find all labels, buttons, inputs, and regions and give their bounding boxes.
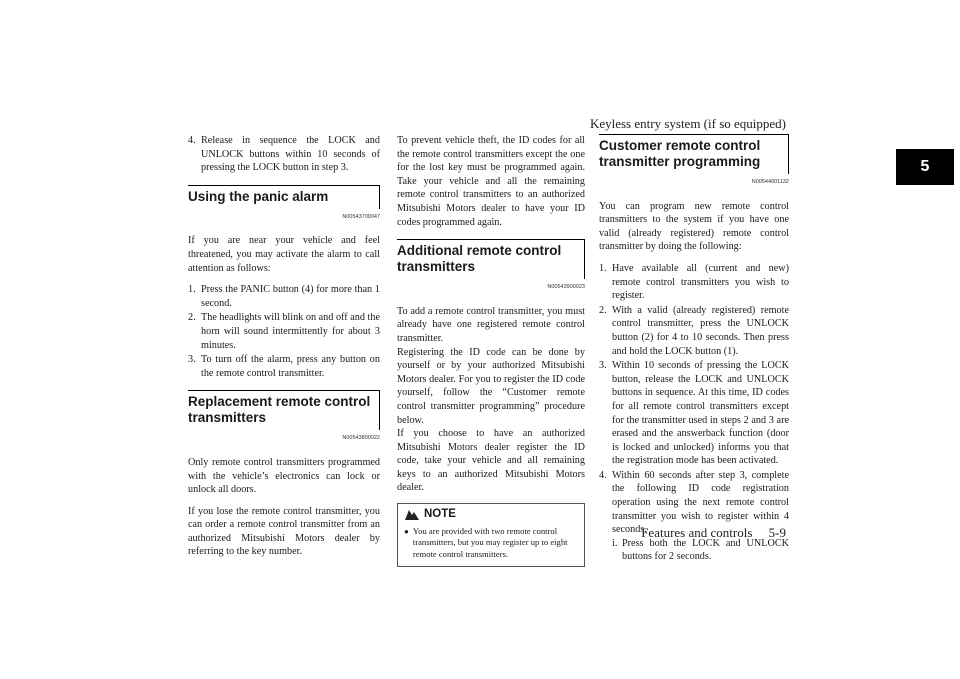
paragraph: If you are near your vehicle and feel threatened, you may activate the alarm to call attention as follows: xyxy=(188,235,380,274)
note-label: NOTE xyxy=(424,508,456,521)
paragraph: Registering the ID code can be done by yourself or by your authorized Mitsubishi Motors dealer. For you to register the ID code yourself, follow the “Customer remote control transmitter programming” procedure below. xyxy=(397,346,585,426)
note-bullet xyxy=(404,526,578,561)
list-item xyxy=(188,353,380,380)
step-text: Release in sequence the LOCK and UNLOCK buttons within 10 seconds of pressing the LOCK button in step 3. xyxy=(201,135,380,174)
list-item xyxy=(599,469,789,564)
note-box xyxy=(397,503,585,567)
note-header xyxy=(398,504,584,524)
note-text: You are provided with two remote control transmitters, but you may register up to eight remote control transmitters. xyxy=(412,525,568,559)
step-text: With a valid (already registered) remote control transmitter, press the UNLOCK button (2) for 4 to 10 seconds. Then press and hold the LOCK button (1). xyxy=(612,304,789,357)
page-footer xyxy=(641,525,786,541)
section-code: N00544001132 xyxy=(751,179,789,185)
section-code: N00543900023 xyxy=(547,284,585,291)
step-number: 4. xyxy=(599,469,607,481)
paragraph: To prevent vehicle theft, the ID codes for all the remote control transmitters except the one for the lost key must be programmed again. Take your vehicle and all the remaining remote control transmitters to an authorized Mitsubishi Motors dealer to have your ID codes programmed again. xyxy=(397,135,585,228)
column-left xyxy=(188,134,380,567)
footer-section: Features and controls xyxy=(641,525,753,540)
column-right xyxy=(599,134,789,570)
step-text: Have available all (current and new) remote control transmitters you wish to register. xyxy=(612,262,789,302)
header-title: Keyless entry system (if so equipped) xyxy=(589,116,786,131)
step-number: 3. xyxy=(188,354,196,366)
step-list-continued xyxy=(188,134,380,175)
step-text: Within 10 seconds of pressing the LOCK button, release the LOCK and UNLOCK buttons in sequence. At this time, ID codes for all remote control transmitters except for the transmitter used in steps 2 and 3 are erased and the answerback function (door is locked and unlocked) informs you that the registration mode has been activated. xyxy=(612,360,789,467)
list-item xyxy=(188,134,380,175)
list-item xyxy=(599,262,789,303)
note-icon xyxy=(404,509,420,521)
panic-step-list xyxy=(188,283,380,380)
bullet-icon: ● xyxy=(404,526,409,536)
step-number: 3. xyxy=(599,360,607,372)
list-item xyxy=(188,311,380,352)
step-number: 2. xyxy=(188,312,196,324)
step-number: 4. xyxy=(188,135,196,146)
column-middle xyxy=(397,134,585,567)
step-number: 2. xyxy=(599,304,607,316)
paragraph: Only remote control transmitters programmed with the vehicle’s electronics can lock or unlock all doors. xyxy=(188,456,380,496)
list-item xyxy=(599,359,789,468)
programming-step-list xyxy=(599,262,789,564)
section-heading-replacement-transmitters: Replacement remote control transmitters xyxy=(188,390,380,430)
list-item xyxy=(188,283,380,310)
section-heading-additional-transmitters: Additional remote control transmitters xyxy=(397,239,585,279)
step-text: The headlights will blink on and off and the horn will sound intermittently for about 3 minutes. xyxy=(201,312,380,351)
step-number: 1. xyxy=(188,284,196,296)
paragraph: If you choose to have an authorized Mitsubishi Motors dealer register the ID code, take your vehicle and all remaining keys to an authorized Mitsubishi Motors dealer. xyxy=(397,428,585,494)
step-text: Press the PANIC button (4) for more than 1 second. xyxy=(201,284,380,309)
paragraph: To add a remote control transmitter, you must already have one registered remote control transmitter. xyxy=(397,305,585,344)
paragraph: If you lose the remote control transmitter, you can order a remote control transmitter from an authorized Mitsubishi Motors dealer by referring to the key number. xyxy=(188,505,380,558)
step-text: To turn off the alarm, press any button on the remote control transmitter. xyxy=(201,354,380,379)
section-code: N00543700047 xyxy=(342,213,380,220)
page-number: 5-9 xyxy=(768,525,786,540)
section-code: N00543800022 xyxy=(342,435,380,442)
step-text: Within 60 seconds after step 3, complete the following ID code registration operation using the next remote control transmitter you wish to register within 4 seconds. xyxy=(612,469,789,536)
section-heading-customer-programming: Customer remote control transmitter programming xyxy=(599,134,789,174)
list-item xyxy=(599,304,789,358)
section-heading-panic-alarm: Using the panic alarm xyxy=(188,185,380,209)
substep-number: i. xyxy=(612,537,618,549)
chapter-tab: 5 xyxy=(896,149,954,185)
note-body xyxy=(398,524,584,567)
step-number: 1. xyxy=(599,262,607,274)
paragraph: You can program new remote control transmitters to the system if you have one valid (already registered) remote control transmitter by doing the following: xyxy=(599,200,789,253)
substep-text: Press both the LOCK and UNLOCK buttons for 2 seconds. xyxy=(622,537,789,563)
